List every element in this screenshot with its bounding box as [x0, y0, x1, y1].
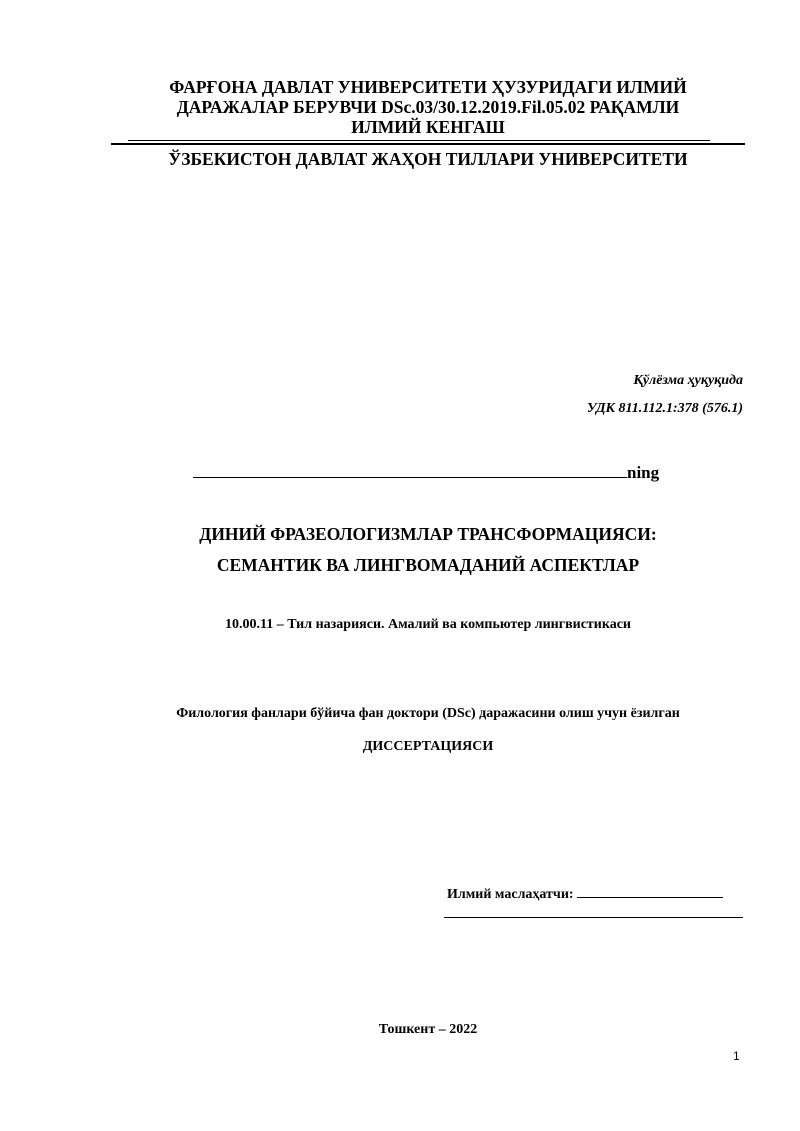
dissertation-title-line-2: СЕМАНТИК ВА ЛИНГВОМАДАНИЙ АСПЕКТЛАР: [216, 555, 640, 575]
udc-code: УДК 811.112.1:378 (576.1): [586, 401, 743, 416]
city-year: Тошкент – 2022: [378, 1022, 478, 1037]
council-heading-line-3: ИЛМИЙ КЕНГАШ: [351, 117, 505, 137]
dissertation-title-line-1: ДИНИЙ ФРАЗЕОЛОГИЗМЛАР ТРАНСФОРМАЦИЯСИ:: [199, 524, 657, 544]
council-heading: [120, 77, 736, 137]
page-number: 1: [733, 1049, 740, 1063]
document-type: ДИССЕРТАЦИЯСИ: [362, 739, 494, 754]
advisor-name-blank: [577, 884, 723, 898]
author-line: [193, 461, 673, 483]
author-name-blank: [193, 461, 627, 478]
specialty-code: 10.00.11 – Тил назарияси. Амалий ва компьютер лингвистикаси: [224, 617, 632, 632]
manuscript-note: Қўлёзма ҳуқуқида: [633, 373, 743, 388]
degree-purpose: Филология фанлари бўйича фан доктори (DSc) даражасини олиш учун ёзилган: [176, 706, 680, 721]
council-heading-line-2: ДАРАЖАЛАР БЕРУВЧИ DSc.03/30.12.2019.Fil.05.02 РАҚАМЛИ: [176, 97, 680, 117]
university-name: ЎЗБЕКИСТОН ДАВЛАТ ЖАҲОН ТИЛЛАРИ УНИВЕРСИТЕТИ: [168, 149, 688, 169]
council-heading-line-1: ФАРҒОНА ДАВЛАТ УНИВЕРСИТЕТИ ҲУЗУРИДАГИ ИЛМИЙ: [169, 77, 687, 97]
council-underline: [128, 140, 710, 141]
author-suffix: ning: [627, 463, 660, 482]
advisor-label: Илмий маслаҳатчи:: [447, 887, 574, 902]
header-divider: [111, 143, 745, 145]
advisor-second-blank: [444, 917, 743, 918]
advisor-line: [447, 884, 723, 904]
